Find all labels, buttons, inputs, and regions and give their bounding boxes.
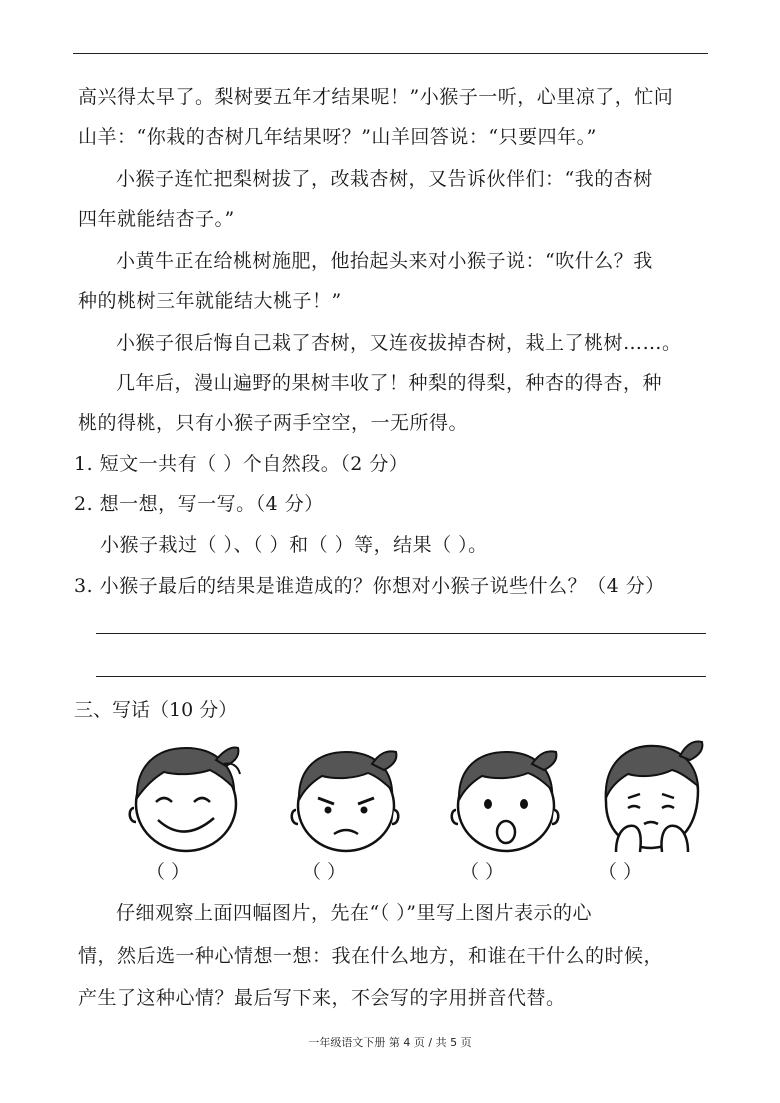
face-answer-4[interactable]: （ ）	[598, 861, 643, 883]
instruction-line: 产生了这种心情？最后写下来，不会写的字用拼音代替。	[78, 987, 566, 1009]
passage-line: 四年就能结杏子。”	[78, 208, 235, 230]
question-1: 1. 短文一共有（ ）个自然段。（2 分）	[74, 453, 409, 475]
instruction-line: 仔细观察上面四幅图片，先在“（ ）”里写上图片表示的心	[116, 902, 592, 924]
answer-line[interactable]	[96, 676, 706, 677]
passage-line: 山羊：“你栽的杏树几年结果呀？”山羊回答说：“只要四年。”	[78, 126, 597, 148]
passage-line: 小黄牛正在给桃树施肥，他抬起头来对小猴子说：“吹什么？我	[116, 250, 653, 272]
instruction-line: 情，然后选一种心情想一想：我在什么地方，和谁在干什么的时候，	[78, 945, 664, 967]
angry-face-icon	[288, 736, 408, 854]
passage-line: 种的桃树三年就能结大桃子！”	[78, 290, 342, 312]
face-answer-3[interactable]: （ ）	[460, 861, 505, 883]
face-row	[0, 736, 780, 856]
surprised-face-icon	[448, 736, 568, 854]
page-footer: 一年级语文下册 第 4 页 / 共 5 页	[308, 1036, 472, 1049]
section-3-title: 三、写话（10 分）	[74, 699, 238, 721]
question-2: 2. 想一想，写一写。（4 分）	[74, 493, 324, 515]
question-2-fill: 小猴子栽过（ ）、（ ）和（ ）等，结果（ ）。	[100, 534, 488, 556]
face-answer-1[interactable]: （ ）	[146, 861, 191, 883]
passage-line: 几年后，漫山遍野的果树丰收了！种梨的得梨，种杏的得杏，种	[116, 372, 663, 394]
answer-line[interactable]	[96, 633, 706, 634]
worried-face-icon	[598, 736, 708, 854]
passage-line: 高兴得太早了。梨树要五年才结果呢！”小猴子一听，心里凉了，忙问	[78, 86, 674, 108]
face-answer-2[interactable]: （ ）	[302, 861, 347, 883]
question-3: 3. 小猴子最后的结果是谁造成的？你想对小猴子说些什么？（4 分）	[74, 575, 665, 597]
passage-line: 桃的得桃，只有小猴子两手空空，一无所得。	[78, 412, 469, 434]
happy-face-icon	[128, 736, 248, 854]
passage-line: 小猴子很后悔自己栽了杏树，又连夜拔掉杏树，栽上了桃树……。	[116, 332, 682, 354]
passage-line: 小猴子连忙把梨树拔了，改栽杏树，又告诉伙伴们：“我的杏树	[116, 168, 653, 190]
header-rule	[73, 53, 708, 54]
